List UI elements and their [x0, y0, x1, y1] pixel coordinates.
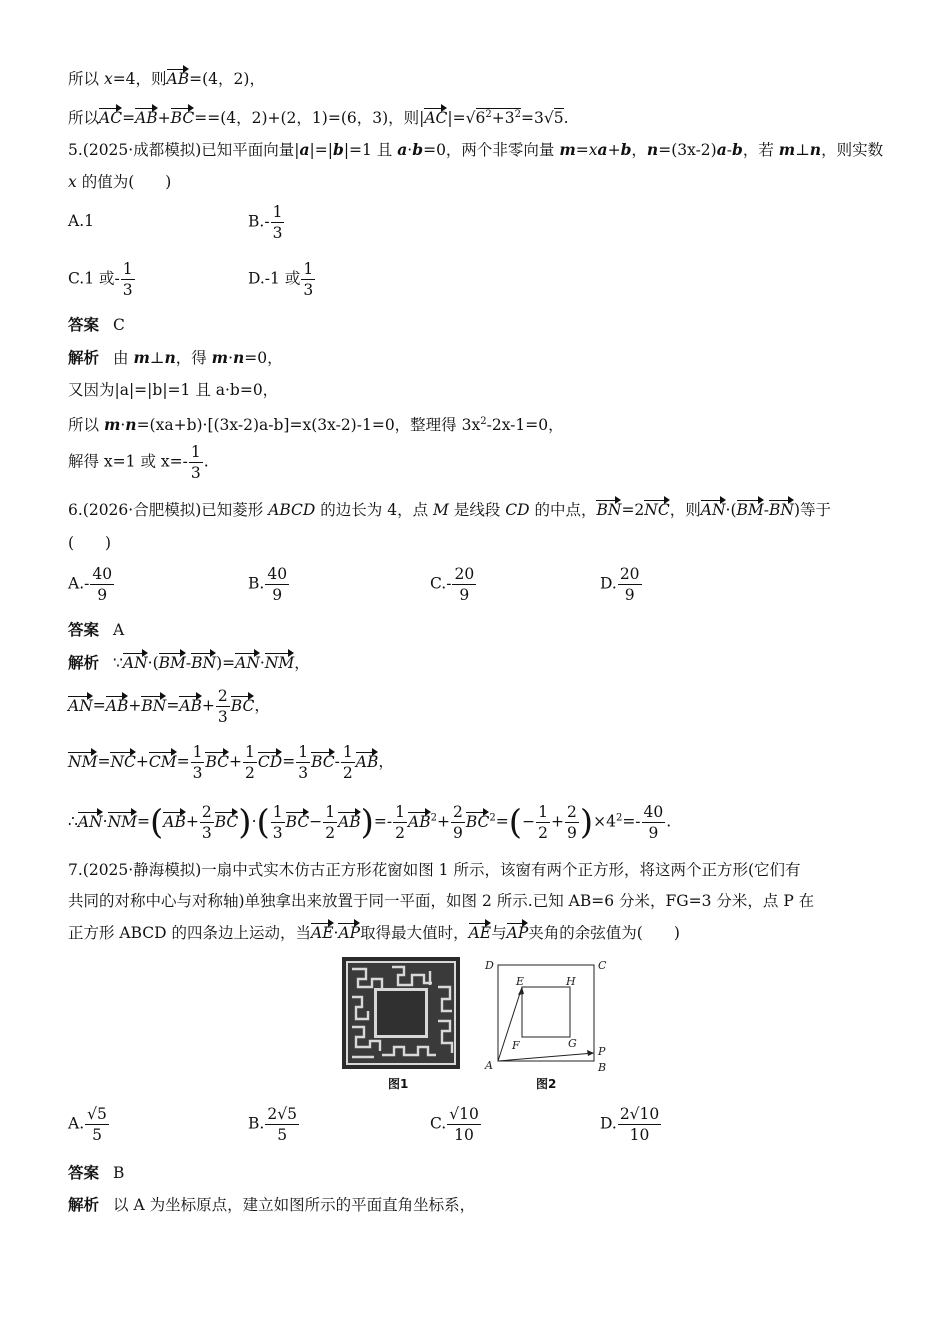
- option-a[interactable]: A.1: [68, 212, 94, 230]
- option-c[interactable]: C. $\frac{√10}{10}$: [430, 1105, 479, 1144]
- solution-5-line1: 解析 由 m⊥n，得 m·n=0，: [68, 348, 283, 367]
- label-H: H: [566, 975, 576, 988]
- square-diagram: [482, 957, 612, 1075]
- lattice-window-image: [342, 957, 460, 1069]
- option-a[interactable]: A. $\frac{√5}{5}$: [68, 1105, 107, 1144]
- solution-5-line4: 解得 x=1 或 x=- $\frac{1}{3}$ .: [68, 443, 209, 482]
- figure-1-caption: 图1: [388, 1077, 409, 1091]
- option-d[interactable]: D.-1 或 $\frac{1}{3}$: [248, 260, 314, 299]
- answer-7: 答案 B: [68, 1164, 125, 1182]
- text: 6: [475, 109, 486, 128]
- solution-5-line2: 又因为|a|=|b|=1 且 a·b=0，: [68, 381, 279, 399]
- answer-6: 答案 A: [68, 621, 125, 639]
- question-7-line3: 正方形 ABCD 的四条边上运动，当AE·AP取得最大值时，AE与AP夹角的余弦值为( ): [68, 924, 680, 942]
- text: 所以: [68, 70, 104, 88]
- label-A: A: [485, 1059, 493, 1072]
- solution-5-line3: 所以 m·n=(xa+b)·[(3x-2)a-b]=x(3x-2)-1=0，整理得 $3x^2-2x-1=0$，: [68, 415, 564, 435]
- question-7-line2: 共同的对称中心与对称轴)单独拿出来放置于同一平面，如图 2 所示.已知 AB=6 分米，FG=3 分米，点 P 在: [68, 892, 815, 910]
- label-E: E: [516, 975, 525, 988]
- option-d[interactable]: D. $\frac{2√10}{10}$: [600, 1105, 660, 1144]
- figure-2-caption: 图2: [536, 1077, 557, 1091]
- label-D: D: [485, 959, 494, 972]
- option-c[interactable]: C.- $\frac{20}{9}$: [430, 565, 475, 604]
- answer-5: 答案 C: [68, 316, 125, 334]
- question-6: 6.(2026·合肥模拟)已知菱形 ABCD 的边长为 4，点 M 是线段 CD 的中点，BN=2NC，则AN·(BM-BN)等于: [68, 501, 832, 519]
- option-b[interactable]: B. $\frac{40}{9}$: [248, 565, 288, 604]
- text-line: 所以 x=4，则AB=(4，2)，: [68, 70, 265, 88]
- option-b[interactable]: B.- $\frac{1}{3}$: [248, 203, 283, 242]
- vector-AB: AB: [166, 70, 190, 88]
- text: 所以: [68, 109, 100, 128]
- label-P: P: [598, 1045, 606, 1058]
- figure-1: [342, 957, 460, 1091]
- text-line: 所以AC=AB+BC==(4，2)+(2，1)=(6，3)，则$|AC|=√6^2+3^2=3√5$.: [68, 109, 569, 128]
- question-7-line1: 7.(2025·静海模拟)一扇中式实木仿古正方形花窗如图 1 所示，该窗有两个正方形，将这两个正方形(它们有: [68, 861, 801, 879]
- text: =(4，2)，: [189, 70, 265, 88]
- question-5: 5.(2025·成都模拟)已知平面向量|a|=|b|=1 且 a·b=0，两个非零向量 m=xa+b，n=(3x-2)a-b，若 m⊥n，则实数: [68, 140, 884, 159]
- option-b[interactable]: B. $\frac{2√5}{5}$: [248, 1105, 297, 1144]
- solution-6-line1: 解析 ∵AN·(BM-BN)=AN·NM，: [68, 654, 310, 672]
- solution-6-line3: NM=NC+CM= $\frac{1}{3}$ BC+ $\frac{1}{2}$ CD= $\frac{1}{3}$ BC- $\frac{1}{2}$ AB，: [68, 743, 394, 782]
- option-c[interactable]: C.1 或- $\frac{1}{3}$: [68, 260, 133, 299]
- label-C: C: [598, 959, 607, 972]
- question-6-cont: ( ): [68, 534, 112, 552]
- text: =(4，2)+(2，1)=(6，3)，则|: [207, 109, 425, 128]
- option-d[interactable]: D. $\frac{20}{9}$: [600, 565, 640, 604]
- figure-2: [482, 957, 612, 1091]
- solution-7-line1: 解析 以 A 为坐标原点，建立如图所示的平面直角坐标系，: [68, 1196, 476, 1214]
- text: =4，则: [112, 70, 167, 88]
- label-B: B: [598, 1061, 607, 1074]
- option-a[interactable]: A.- $\frac{40}{9}$: [68, 565, 113, 604]
- label-F: F: [512, 1039, 520, 1052]
- label-G: G: [568, 1037, 577, 1050]
- solution-6-line2: AN=AB+BN=AB+ $\frac{2}{3}$ BC，: [68, 687, 270, 726]
- question-5-cont: x 的值为( ): [68, 173, 172, 191]
- solution-6-line4: ∴AN·NM=(AB+ $\frac{2}{3}$ BC)·( $\frac{1}{3}$ BC− $\frac{1}{2}$ AB)=- $\frac{1}{2}$ $AB^2+$ $\frac{2}{9}$ $BC^2=(-$ $\frac{1}{2}$ + $\frac{2}{9}$ )$\times 4^2=-$ $\frac{40}{9}$ .: [68, 802, 672, 843]
